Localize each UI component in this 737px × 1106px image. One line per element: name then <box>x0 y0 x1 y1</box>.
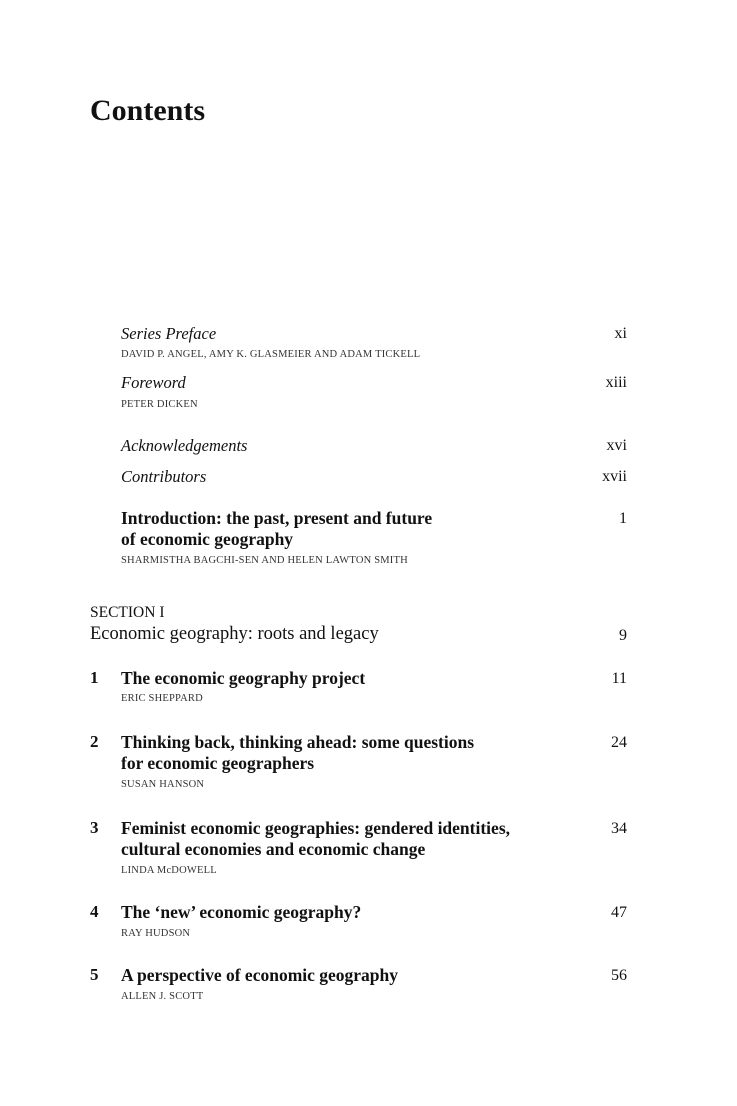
entry-author: ERIC SHEPPARD <box>121 693 203 704</box>
section-heading: Economic geography: roots and legacy <box>90 624 379 644</box>
chapter-title-line2: cultural economies and economic change <box>121 839 426 859</box>
entry-page: 56 <box>611 967 627 984</box>
entry-page: xi <box>614 325 627 342</box>
chapter-title-line2: for economic geographers <box>121 753 315 773</box>
entry-author: SHARMISTHA BAGCHI-SEN AND HELEN LAWTON SMITH <box>121 555 408 566</box>
entry-title-contributors: Contributors <box>121 467 207 486</box>
entry-page: 34 <box>611 820 627 837</box>
entry-page: 24 <box>611 734 627 751</box>
chapter-title: A perspective of economic geography <box>121 965 399 985</box>
entry-author: RAY HUDSON <box>121 928 191 939</box>
section-label: SECTION I <box>90 604 165 621</box>
entry-page: xiii <box>605 374 627 391</box>
entry-page: xvi <box>606 437 627 454</box>
intro-title-line2: of economic geography <box>121 529 294 549</box>
entry-author: LINDA McDOWELL <box>121 865 217 876</box>
intro-title-line1: Introduction: the past, present and future <box>121 508 433 528</box>
entry-title-foreword: Foreword <box>121 373 186 392</box>
chapter-title: The ‘new’ economic geography? <box>121 902 362 922</box>
entry-author: DAVID P. ANGEL, AMY K. GLASMEIER AND ADAM TICKELL <box>121 349 421 360</box>
chapter-number: 4 <box>90 902 99 921</box>
entry-title-acknowledgements: Acknowledgements <box>121 436 248 455</box>
chapter-title: The economic geography project <box>121 668 366 688</box>
chapter-number: 1 <box>90 668 99 687</box>
entry-page: 47 <box>611 904 627 921</box>
chapter-number: 2 <box>90 732 99 751</box>
chapter-title: Feminist economic geographies: gendered identities, <box>121 818 510 838</box>
chapter-title: Thinking back, thinking ahead: some questions <box>121 732 475 752</box>
chapter-number: 5 <box>90 965 99 984</box>
entry-page: 11 <box>611 670 627 687</box>
entry-author: SUSAN HANSON <box>121 779 205 790</box>
chapter-number: 3 <box>90 818 99 837</box>
entry-page: 1 <box>619 510 627 527</box>
entry-page: 9 <box>619 627 627 644</box>
entry-author: PETER DICKEN <box>121 399 198 410</box>
entry-author: ALLEN J. SCOTT <box>121 991 204 1002</box>
entry-page: xvii <box>602 468 627 485</box>
page-title: Contents <box>90 94 206 127</box>
entry-title-series-preface: Series Preface <box>121 324 217 343</box>
